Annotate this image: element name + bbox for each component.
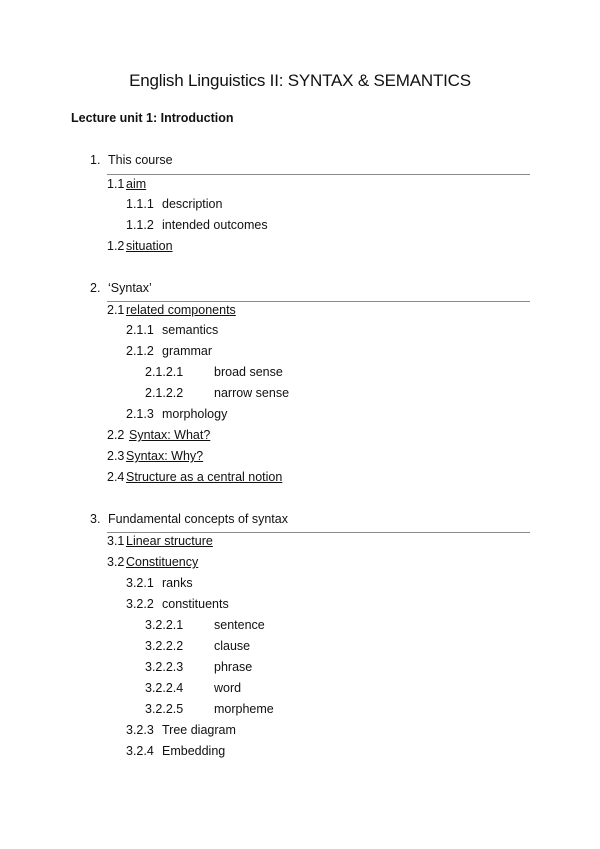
outline-number: 2. <box>90 281 101 295</box>
outline-label: sentence <box>214 618 265 632</box>
outline-number: 1.1.1 <box>126 197 154 211</box>
outline-number: 3.2.2.4 <box>145 681 184 695</box>
outline-number: 3.2 <box>107 555 125 569</box>
outline-link[interactable]: Syntax: Why? <box>126 449 204 463</box>
outline-number: 3.2.4 <box>126 744 154 758</box>
outline-label: description <box>162 197 223 211</box>
outline-label: phrase <box>214 660 253 674</box>
outline-number: 3.2.2.1 <box>145 618 184 632</box>
outline-label: constituents <box>162 597 229 611</box>
outline-number: 3. <box>90 512 101 526</box>
outline-number: 1. <box>90 153 101 167</box>
outline-link[interactable]: Syntax: What? <box>129 428 211 442</box>
outline-number: 1.2 <box>107 239 125 253</box>
outline-number: 3.2.2.3 <box>145 660 184 674</box>
outline-label: broad sense <box>214 365 283 379</box>
lecture-heading: Lecture unit 1: Introduction <box>71 111 234 125</box>
outline-link[interactable]: situation <box>126 239 173 253</box>
outline-number: 2.2 <box>107 428 125 442</box>
outline-number: 2.1.2.1 <box>145 365 184 379</box>
outline-number: 2.1 <box>107 303 125 317</box>
outline-number: 3.2.2 <box>126 597 154 611</box>
outline-label: ‘Syntax’ <box>108 281 152 295</box>
outline-number: 2.3 <box>107 449 125 463</box>
outline-number: 3.2.1 <box>126 576 154 590</box>
outline-label: word <box>214 681 242 695</box>
outline-number: 2.1.2.2 <box>145 386 184 400</box>
outline-number: 2.1.3 <box>126 407 154 421</box>
outline-link[interactable]: Constituency <box>126 555 199 569</box>
outline-number: 2.4 <box>107 470 125 484</box>
outline-label: Tree diagram <box>162 723 236 737</box>
outline-number: 2.1.2 <box>126 344 154 358</box>
outline-label: intended outcomes <box>162 218 268 232</box>
outline-label: Fundamental concepts of syntax <box>108 512 288 526</box>
outline-label: ranks <box>162 576 193 590</box>
outline-label: grammar <box>162 344 213 358</box>
outline-label: morpheme <box>214 702 274 716</box>
outline-link[interactable]: related components <box>126 303 236 317</box>
outline-link[interactable]: Linear structure <box>126 534 213 548</box>
outline-number: 3.2.2.2 <box>145 639 184 653</box>
outline-label: clause <box>214 639 251 653</box>
outline-link[interactable]: Structure as a central notion <box>126 470 283 484</box>
outline-number: 3.2.2.5 <box>145 702 184 716</box>
page-title: English Linguistics II: SYNTAX & SEMANTICS <box>129 71 471 90</box>
section-divider <box>107 301 530 302</box>
outline-number: 3.1 <box>107 534 125 548</box>
outline-number: 3.2.3 <box>126 723 154 737</box>
section-divider <box>107 532 530 533</box>
section-divider <box>107 174 530 175</box>
outline-label: This course <box>108 153 173 167</box>
outline-link[interactable]: aim <box>126 177 147 191</box>
outline-number: 1.1 <box>107 177 125 191</box>
outline-label: Embedding <box>162 744 226 758</box>
outline-number: 2.1.1 <box>126 323 154 337</box>
outline-number: 1.1.2 <box>126 218 154 232</box>
outline-label: semantics <box>162 323 219 337</box>
outline-label: narrow sense <box>214 386 290 400</box>
outline-label: morphology <box>162 407 228 421</box>
